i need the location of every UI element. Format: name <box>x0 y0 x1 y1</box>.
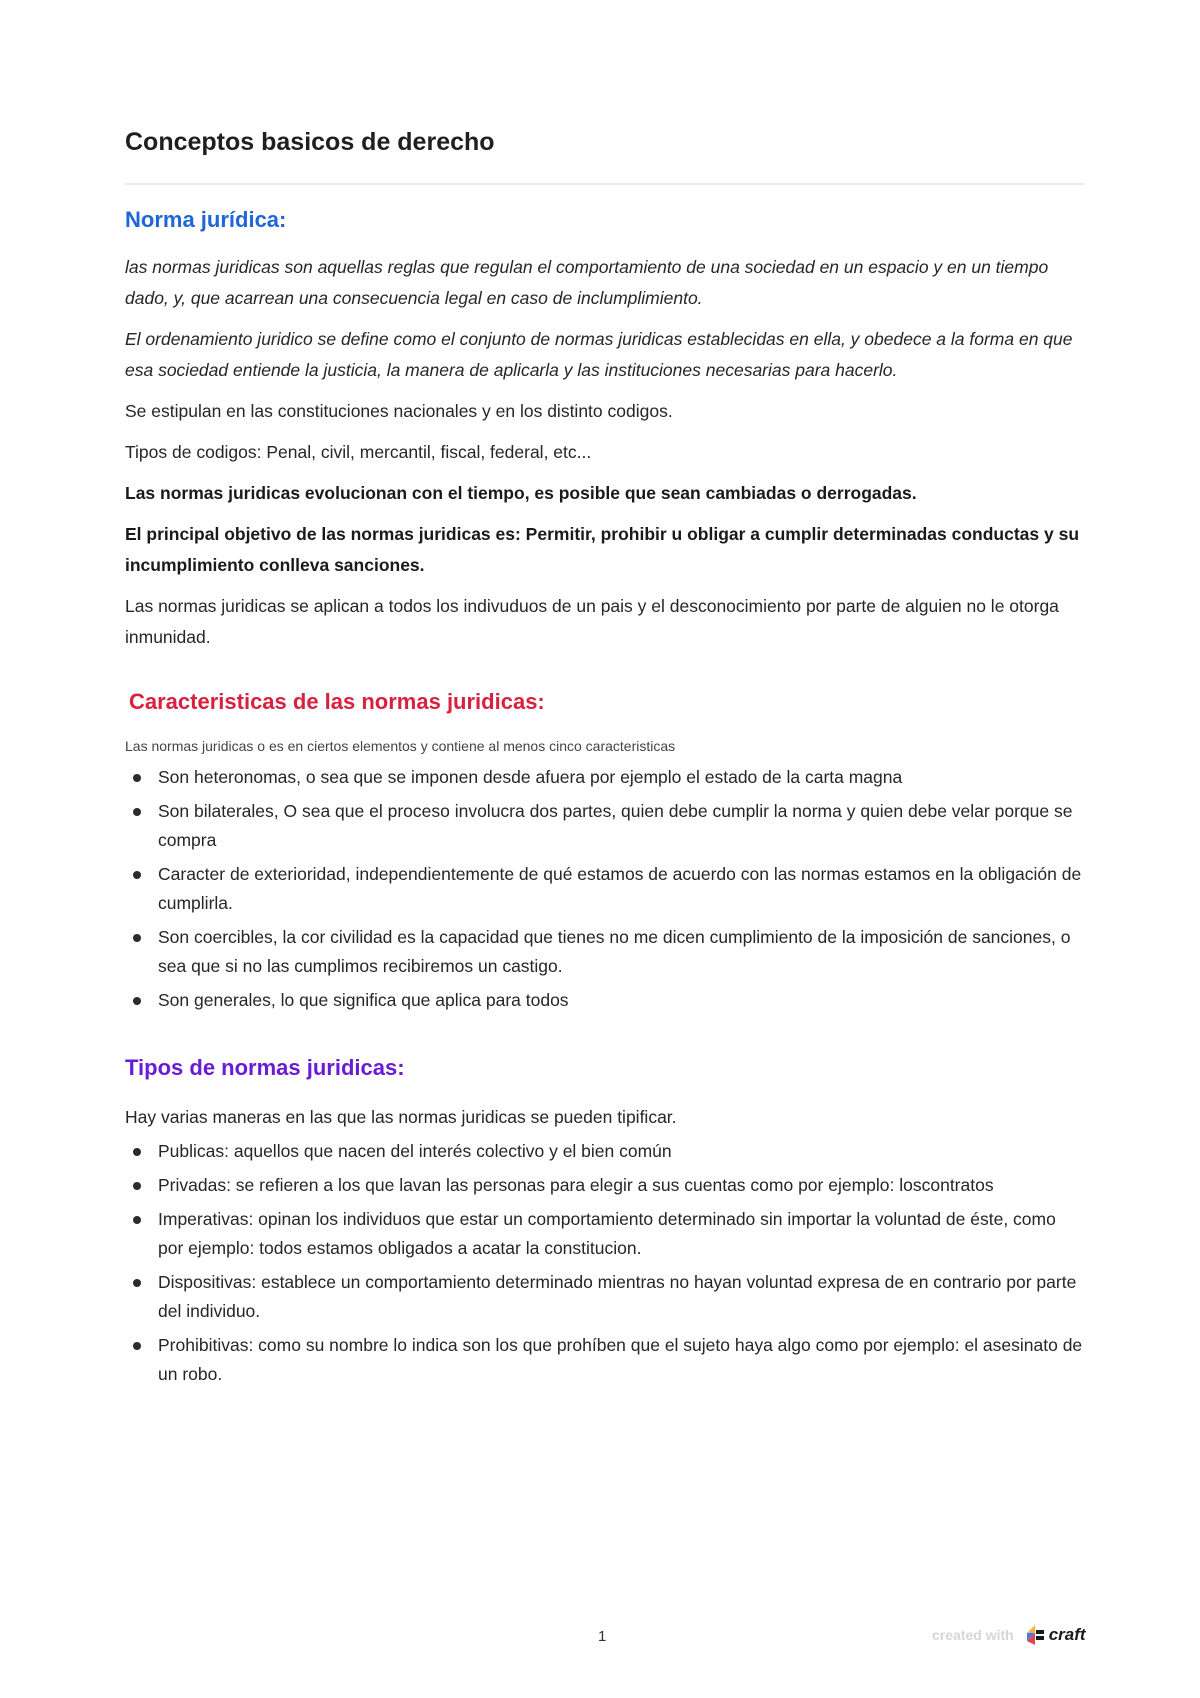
paragraph: Tipos de codigos: Penal, civil, mercantil, fiscal, federal, etc... <box>125 442 592 462</box>
document-body <box>125 205 1085 1389</box>
bullet-icon <box>133 1216 141 1224</box>
list-item <box>125 860 1085 918</box>
paragraph-bold: Las normas juridicas evolucionan con el tiempo, es posible que sean cambiadas o derrogadas. <box>125 483 917 503</box>
list-item <box>125 1137 1085 1166</box>
bullet-icon <box>133 997 141 1005</box>
list-item-text: Publicas: aquellos que nacen del interés colectivo y el bien común <box>158 1141 672 1161</box>
craft-wordmark: craft <box>1048 1625 1086 1644</box>
list-item <box>125 1331 1085 1389</box>
paragraph: Se estipulan en las constituciones nacionales y en los distinto codigos. <box>125 401 673 421</box>
list-item <box>125 923 1085 981</box>
bullet-icon <box>133 1342 141 1350</box>
credit-text: created with <box>932 1627 1014 1643</box>
list-item-text: Prohibitivas: como su nombre lo indica son los que prohíben que el sujeto haya algo como por ejemplo: el asesinato de un robo. <box>158 1335 1083 1384</box>
section-heading-norma-juridica: Norma jurídica: <box>125 207 287 232</box>
list-item-text: Son bilaterales, O sea que el proceso involucra dos partes, quien debe cumplir la norma y quien debe velar porque se compra <box>158 801 1073 850</box>
list-item-text: Privadas: se refieren a los que lavan las personas para elegir a sus cuentas como por ejemplo: loscontratos <box>158 1175 994 1195</box>
section-intro: Hay varias maneras en las que las normas juridicas se pueden tipificar. <box>125 1107 677 1127</box>
bullet-icon <box>133 1279 141 1287</box>
list-item <box>125 1171 1085 1200</box>
bullet-icon <box>133 774 141 782</box>
section-heading-tipos: Tipos de normas juridicas: <box>125 1055 405 1080</box>
bullet-icon <box>133 934 141 942</box>
list-item-text: Son coercibles, la cor civilidad es la capacidad que tienes no me dicen cumplimiento de la imposición de sanciones, o sea que si no las cumplimos recibiremos un castigo. <box>158 927 1071 976</box>
list-item-text: Son generales, lo que significa que aplica para todos <box>158 990 569 1010</box>
page-number: 1 <box>598 1628 607 1645</box>
paragraph: El ordenamiento juridico se define como el conjunto de normas juridicas establecidas en ella, y obedece a la forma en que esa sociedad entiende la justicia, la manera de aplicarla y las instituciones necesarias para hacerlo. <box>125 329 1073 380</box>
craft-logo-icon <box>1024 1624 1046 1646</box>
list-item <box>125 1268 1085 1326</box>
list-item-text: Dispositivas: establece un comportamiento determinado mientras no hayan voluntad expresa de en contrario por parte del individuo. <box>158 1272 1077 1321</box>
bullet-icon <box>133 1148 141 1156</box>
list-item <box>125 797 1085 855</box>
section-heading-caracteristicas: Caracteristicas de las normas juridicas: <box>129 689 545 714</box>
types-list <box>125 1137 1085 1389</box>
paragraph: Las normas juridicas se aplican a todos los indivuduos de un pais y el desconocimiento por parte de alguien no le otorga inmunidad. <box>125 596 1059 647</box>
characteristics-list <box>125 763 1085 1015</box>
list-item-text: Imperativas: opinan los individuos que estar un comportamiento determinado sin importar la voluntad de éste, como por ejemplo: todos estamos obligados a acatar la constitucion. <box>158 1209 1056 1258</box>
list-item <box>125 1205 1085 1263</box>
bullet-icon <box>133 871 141 879</box>
craft-logo <box>1024 1624 1086 1646</box>
title-divider <box>125 183 1085 185</box>
list-item <box>125 763 1085 792</box>
list-item-text: Caracter de exterioridad, independientemente de qué estamos de acuerdo con las normas estamos en la obligación de cumplirla. <box>158 864 1082 913</box>
list-item <box>125 986 1085 1015</box>
paragraph: las normas juridicas son aquellas reglas que regulan el comportamiento de una sociedad en un espacio y en un tiempo dado, y, que acarrean una consecuencia legal en caso de inclumplimiento. <box>125 257 1049 308</box>
craft-credit[interactable] <box>932 1624 1086 1646</box>
bullet-icon <box>133 1182 141 1190</box>
list-item-text: Son heteronomas, o sea que se imponen desde afuera por ejemplo el estado de la carta magna <box>158 767 903 787</box>
paragraph-bold: El principal objetivo de las normas juridicas es: Permitir, prohibir u obligar a cumplir determinadas conductas y su incumplimiento conlleva sanciones. <box>125 524 1080 575</box>
document-title: Conceptos basicos de derecho <box>125 128 495 156</box>
bullet-icon <box>133 808 141 816</box>
section-intro: Las normas juridicas o es en ciertos elementos y contiene al menos cinco caracteristicas <box>125 738 676 754</box>
